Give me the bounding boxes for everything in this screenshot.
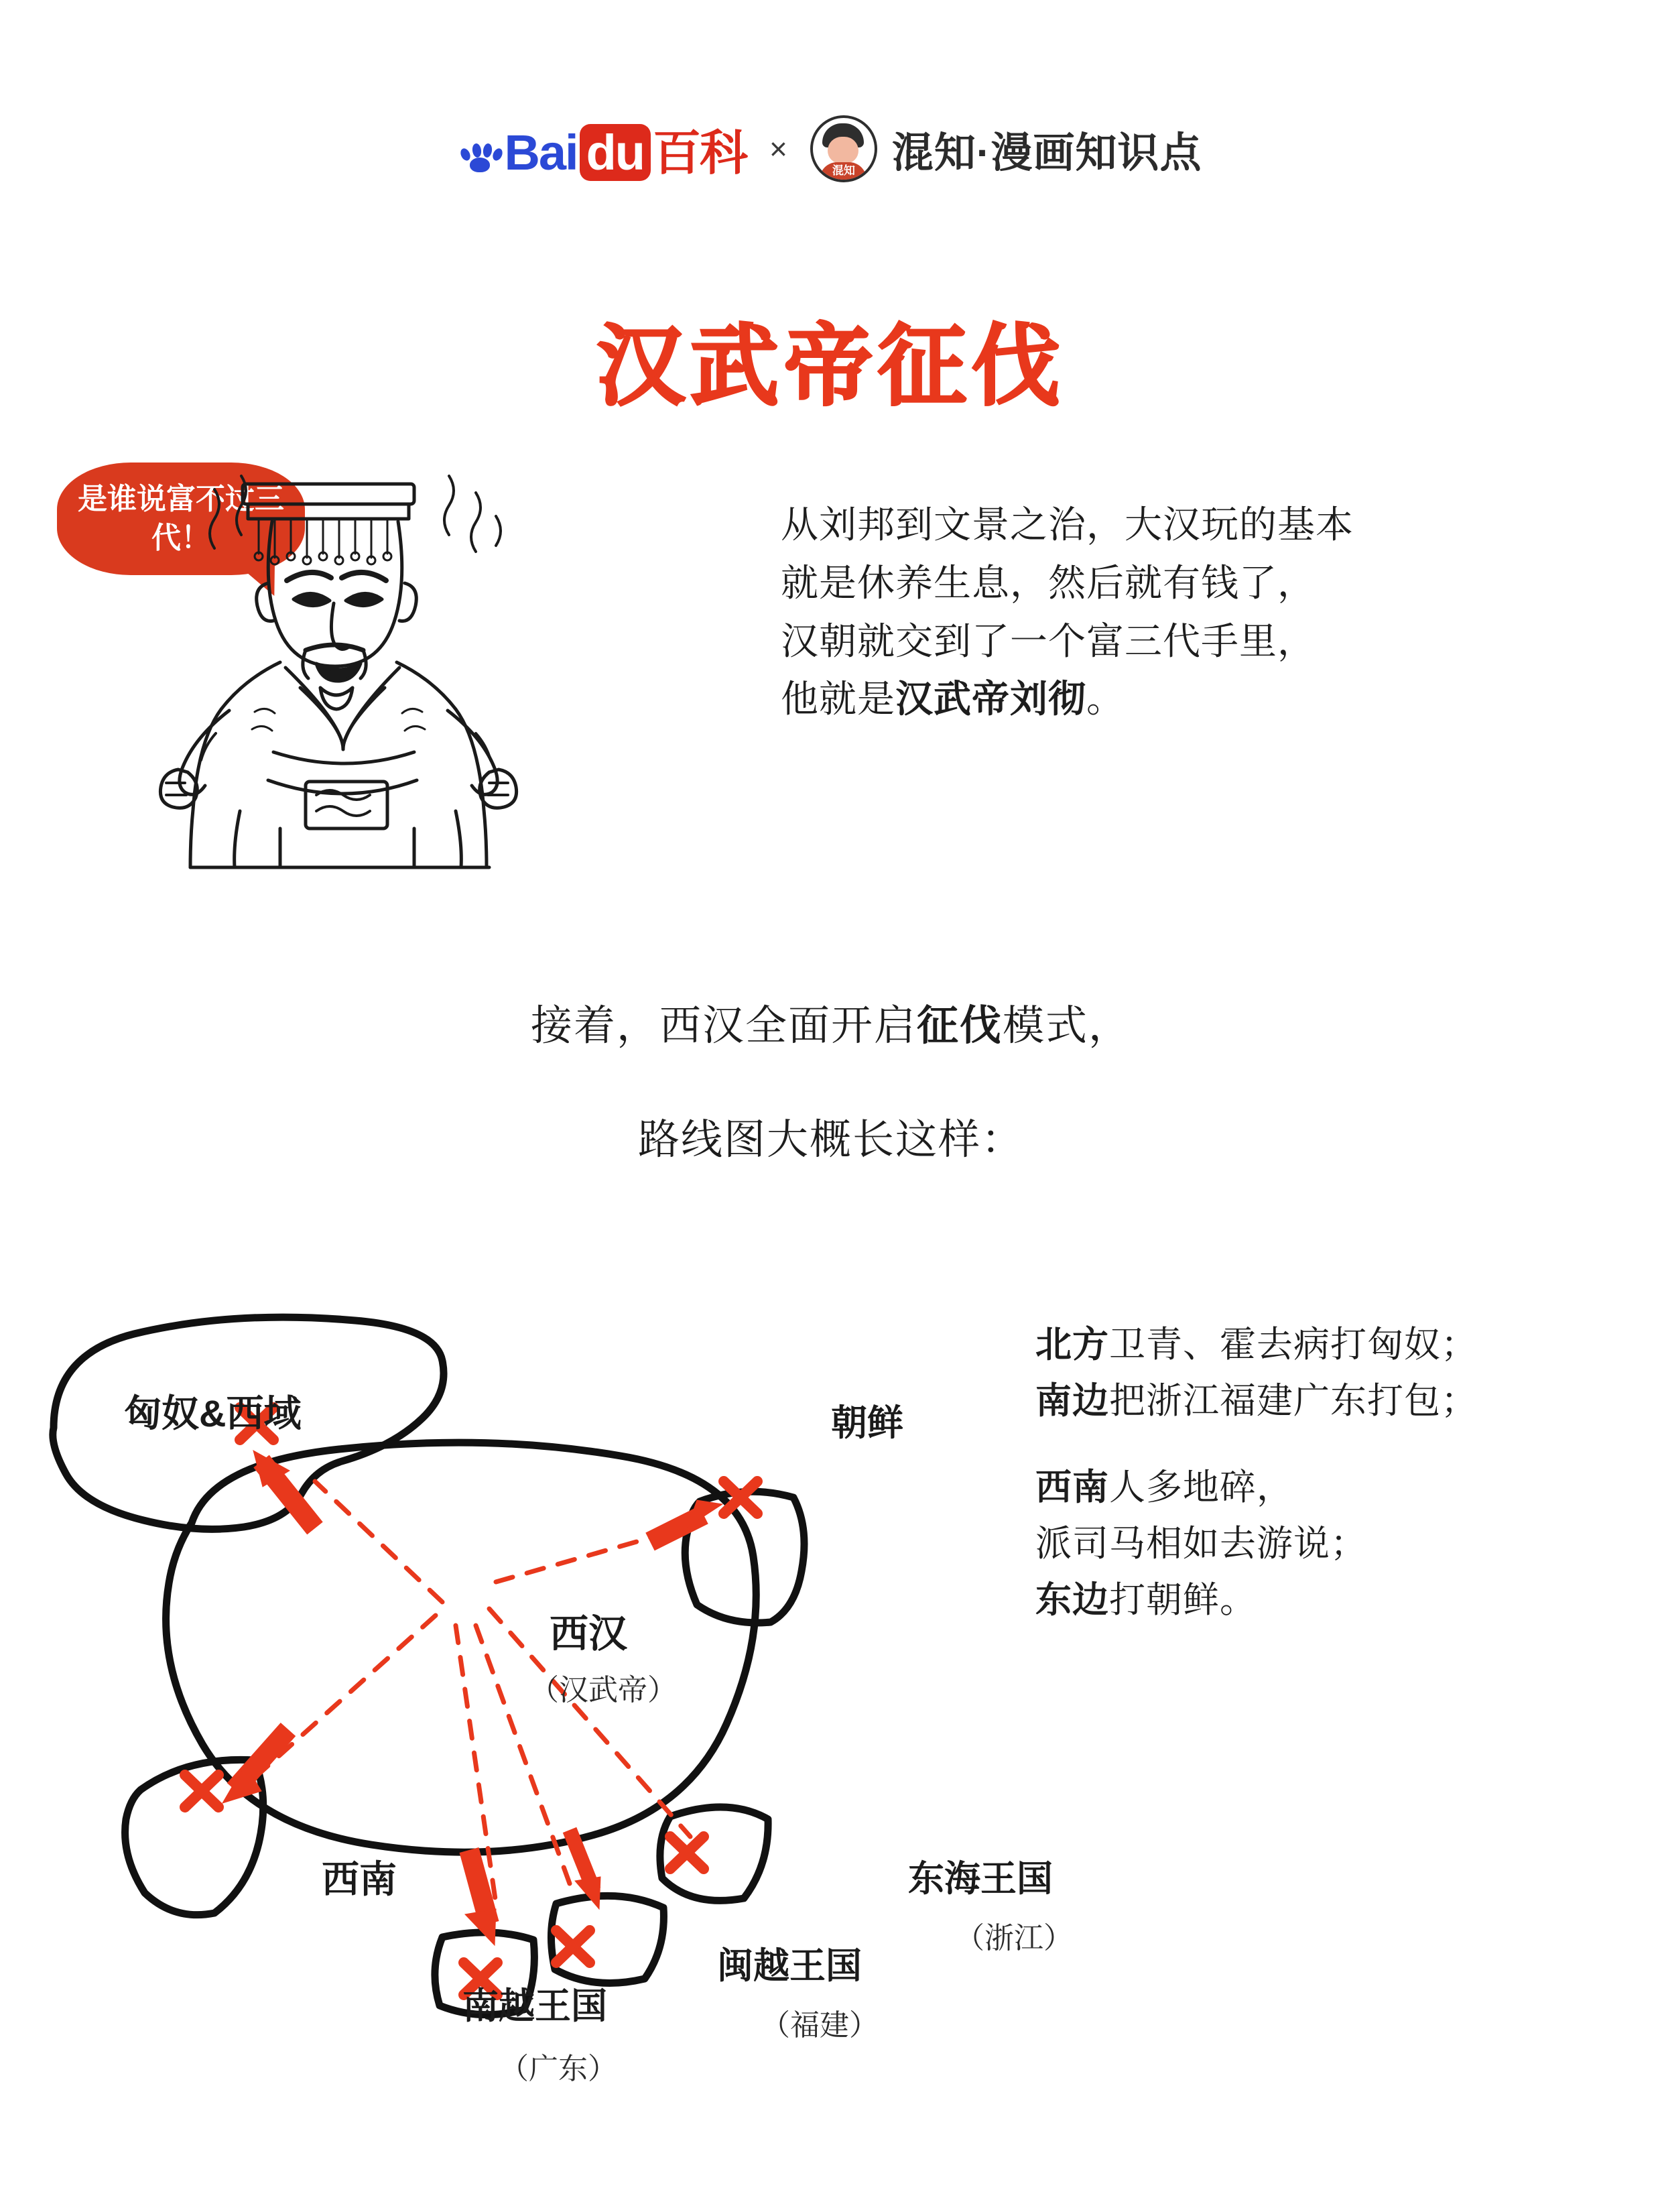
map-sublabel-nanyue: （广东）	[499, 2052, 617, 2085]
baidu-logo-du: du	[580, 124, 651, 181]
baidu-paw-icon	[460, 143, 501, 170]
mid-line-1	[0, 992, 1662, 1052]
emperor-illustration	[141, 449, 556, 892]
partner-name: 混知·漫画知识点	[891, 129, 1202, 176]
map-sublabel-xihan: （汉武帝）	[529, 1674, 677, 1707]
explanation-item-north	[1035, 1317, 1625, 1373]
partner-logo	[810, 115, 1202, 182]
intro-tail: 。	[1086, 678, 1125, 721]
explanation-bold-north: 北方	[1035, 1325, 1109, 1365]
mid-line-1-bold: 征伐	[916, 1003, 1003, 1049]
explanation-item-east	[1035, 1573, 1625, 1629]
map-label-xinan: 西南	[322, 1858, 397, 1900]
explanation-text-southwest: 人多地碎，	[1109, 1467, 1293, 1508]
intro-paragraph	[781, 496, 1598, 729]
intro-line-2: 就是休养生息，然后就有钱了，	[781, 561, 1316, 604]
speech-bubble: 是谁说富不过三代！	[57, 463, 305, 575]
map-label-donghai: 东海王国	[908, 1859, 1053, 1899]
map-sublabel-donghai: （浙江）	[955, 1922, 1073, 1955]
explanation-block	[1035, 1317, 1625, 1628]
explanation-text-east: 打朝鲜。	[1109, 1579, 1257, 1620]
explanation-text-north: 卫青、霍去病打匈奴；	[1109, 1325, 1478, 1365]
map-label-xihan: 西汉	[550, 1612, 628, 1656]
baidu-logo	[460, 114, 747, 184]
explanation-text-south: 把浙江福建广东打包；	[1109, 1380, 1478, 1421]
mid-line-1-after: 模式，	[1003, 1003, 1132, 1049]
map-sublabel-minyue: （福建）	[761, 2009, 879, 2042]
mid-line-1-before: 接着，西汉全面开启	[530, 1003, 917, 1049]
baidu-logo-baike: 百科	[653, 127, 747, 180]
baidu-logo-bai: Bai	[504, 125, 578, 180]
intro-line-4: 他就是	[781, 678, 895, 721]
explanation-item-south	[1035, 1373, 1625, 1430]
map-label-chaoxian: 朝鲜	[831, 1403, 903, 1443]
map-label-nanyue: 南越王国	[462, 1986, 607, 2026]
intro-highlight: 汉武帝刘彻	[895, 678, 1086, 721]
intro-line-3: 汉朝就交到了一个富三代手里，	[781, 619, 1316, 662]
explanation-bold-east: 东边	[1035, 1579, 1109, 1620]
page-title: 汉武帝征伐	[596, 317, 1066, 416]
explanation-item-envoy	[1035, 1516, 1625, 1573]
explanation-text-envoy: 派司马相如去游说；	[1035, 1524, 1367, 1564]
explanation-bold-southwest: 西南	[1035, 1467, 1109, 1508]
partner-avatar-tag: 混知	[832, 164, 855, 177]
intro-line-1: 从刘邦到文景之治，大汉玩的基本	[781, 503, 1354, 546]
map-label-minyue: 闽越王国	[717, 1946, 862, 1986]
intro-section	[0, 429, 1662, 925]
mid-line-2: 路线图大概长这样：	[637, 1117, 1024, 1163]
map-label-xiongnu: 匈奴&西域	[124, 1392, 302, 1434]
explanation-bold-south: 南边	[1035, 1380, 1109, 1421]
partner-avatar-icon	[810, 115, 877, 182]
brand-bar	[0, 114, 1662, 184]
brand-separator: ×	[769, 131, 787, 166]
explanation-item-southwest	[1035, 1460, 1625, 1516]
